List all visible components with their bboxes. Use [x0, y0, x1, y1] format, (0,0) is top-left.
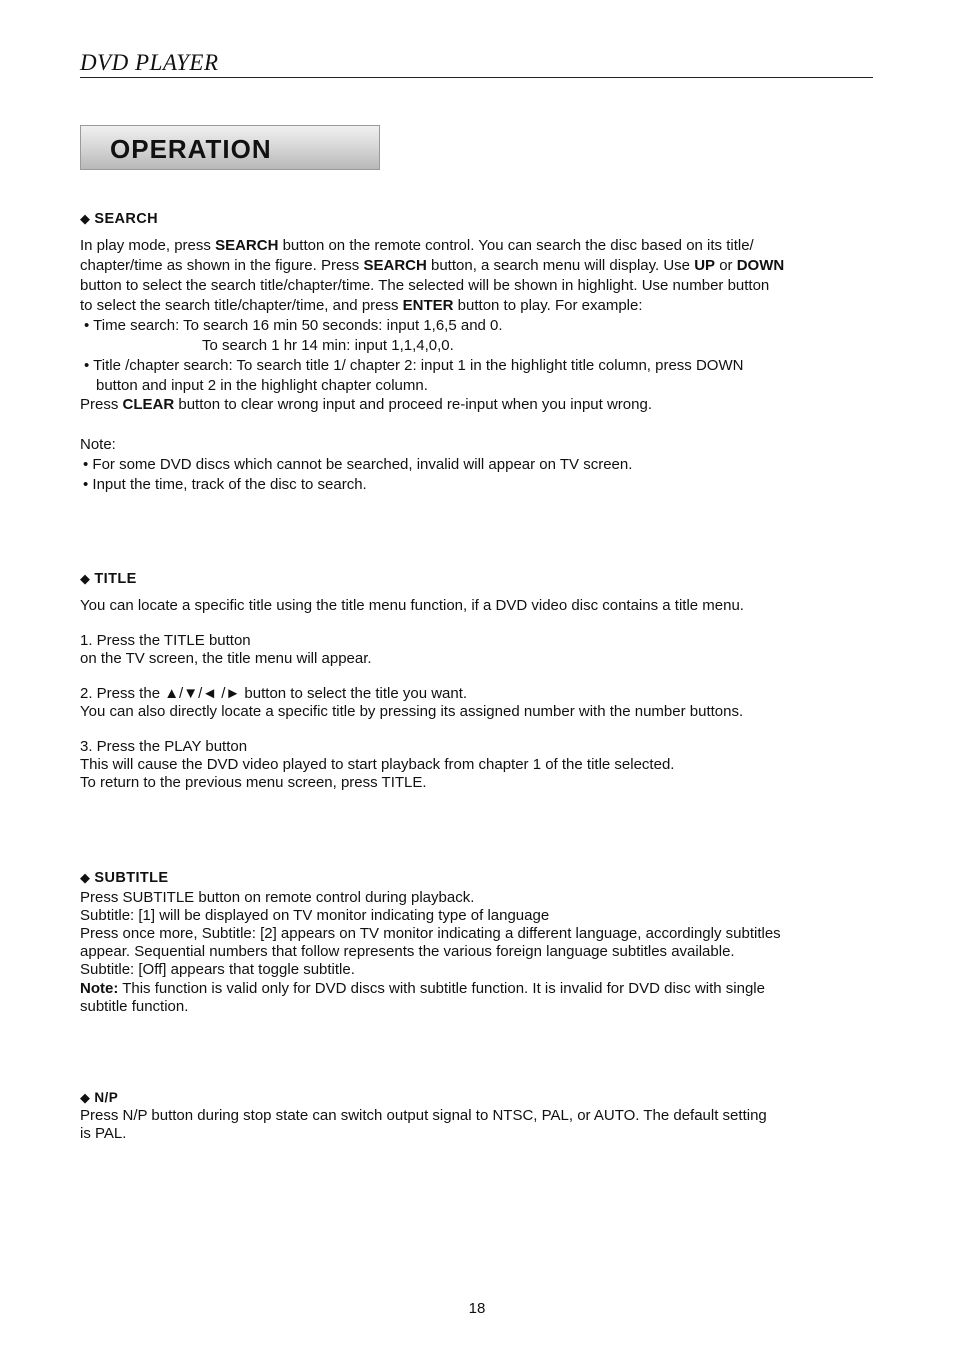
- title-line: You can also directly locate a specific title by pressing its assigned number with the number buttons.: [80, 703, 744, 720]
- title-heading-label: TITLE: [94, 571, 137, 587]
- search-note-item: • For some DVD discs which cannot be searched, invalid will appear on TV screen.: [83, 456, 633, 473]
- title-line: This will cause the DVD video played to start playback from chapter 1 of the title selected.: [80, 756, 675, 773]
- diamond-bullet-icon: ◆: [80, 571, 91, 586]
- title-line: on the TV screen, the title menu will appear.: [80, 650, 372, 667]
- search-clear-instruction: Press CLEAR button to clear wrong input and proceed re-input when you input wrong.: [80, 396, 652, 413]
- subtitle-note-text: This function is valid only for DVD discs with subtitle function. It is invalid for DVD disc with single: [118, 980, 765, 997]
- diamond-bullet-icon: ◆: [80, 211, 91, 226]
- np-heading: [80, 1090, 118, 1106]
- subtitle-line: Press SUBTITLE button on remote control during playback.: [80, 889, 475, 906]
- search-bullet-list: [84, 316, 743, 396]
- search-heading: [80, 211, 158, 227]
- title-line: To return to the previous menu screen, press TITLE.: [80, 774, 427, 791]
- title-line: 2. Press the ▲/▼/◄ /► button to select the title you want.: [80, 685, 468, 702]
- subtitle-note-label: Note:: [80, 980, 119, 997]
- search-bullet: • Title /chapter search: To search title 1/ chapter 2: input 1 in the highlight title column, press DOWN: [84, 357, 744, 374]
- search-note-label: Note:: [80, 436, 116, 453]
- page-number: 18: [468, 1300, 486, 1317]
- search-intro-line: In play mode, press SEARCH button on the remote control. You can search the disc based on its title/: [80, 237, 754, 254]
- np-body: [80, 1107, 767, 1143]
- title-line: You can locate a specific title using the title menu function, if a DVD video disc contains a title menu.: [80, 597, 744, 614]
- search-intro: [80, 236, 784, 316]
- document-header-title: DVD PLAYER: [80, 50, 219, 75]
- search-heading-label: SEARCH: [94, 211, 159, 227]
- subtitle-heading-label: SUBTITLE: [94, 870, 169, 886]
- diamond-bullet-icon: ◆: [80, 1090, 91, 1105]
- search-intro-line: button to select the search title/chapter/time. The selected will be shown in highlight. Use number button: [80, 277, 770, 294]
- subtitle-heading: [80, 870, 169, 886]
- subtitle-body: [80, 889, 781, 979]
- subtitle-line: Press once more, Subtitle: [2] appears on TV monitor indicating a different language, accordingly subtitles: [80, 925, 781, 942]
- search-intro-line: to select the search title/chapter/time, and press ENTER button to play. For example:: [80, 297, 643, 314]
- search-notes: [83, 455, 632, 495]
- subtitle-note-text: subtitle function.: [80, 998, 189, 1015]
- section-banner: [80, 125, 380, 170]
- search-note-item: • Input the time, track of the disc to search.: [83, 476, 367, 493]
- diamond-bullet-icon: ◆: [80, 870, 91, 885]
- subtitle-note: [80, 980, 765, 1016]
- np-heading-label: N/P: [94, 1090, 119, 1105]
- subtitle-line: Subtitle: [Off] appears that toggle subtitle.: [80, 961, 355, 978]
- title-line: 1. Press the TITLE button: [80, 632, 251, 649]
- header-divider: [80, 77, 873, 78]
- banner-title: OPERATION: [110, 134, 272, 164]
- search-intro-line: chapter/time as shown in the figure. Press SEARCH button, a search menu will display. Use UP or DOWN: [80, 257, 785, 274]
- subtitle-line: appear. Sequential numbers that follow represents the various foreign language subtitles available.: [80, 943, 735, 960]
- np-line: is PAL.: [80, 1125, 127, 1142]
- search-bullet: • Time search: To search 16 min 50 seconds: input 1,6,5 and 0.: [84, 317, 503, 334]
- subtitle-line: Subtitle: [1] will be displayed on TV monitor indicating type of language: [80, 907, 550, 924]
- title-heading: [80, 571, 137, 587]
- title-line: 3. Press the PLAY button: [80, 738, 248, 755]
- search-bullet-continuation: button and input 2 in the highlight chapter column.: [96, 377, 428, 394]
- np-line: Press N/P button during stop state can switch output signal to NTSC, PAL, or AUTO. The default setting: [80, 1107, 767, 1124]
- search-bullet-continuation: To search 1 hr 14 min: input 1,1,4,0,0.: [202, 337, 454, 354]
